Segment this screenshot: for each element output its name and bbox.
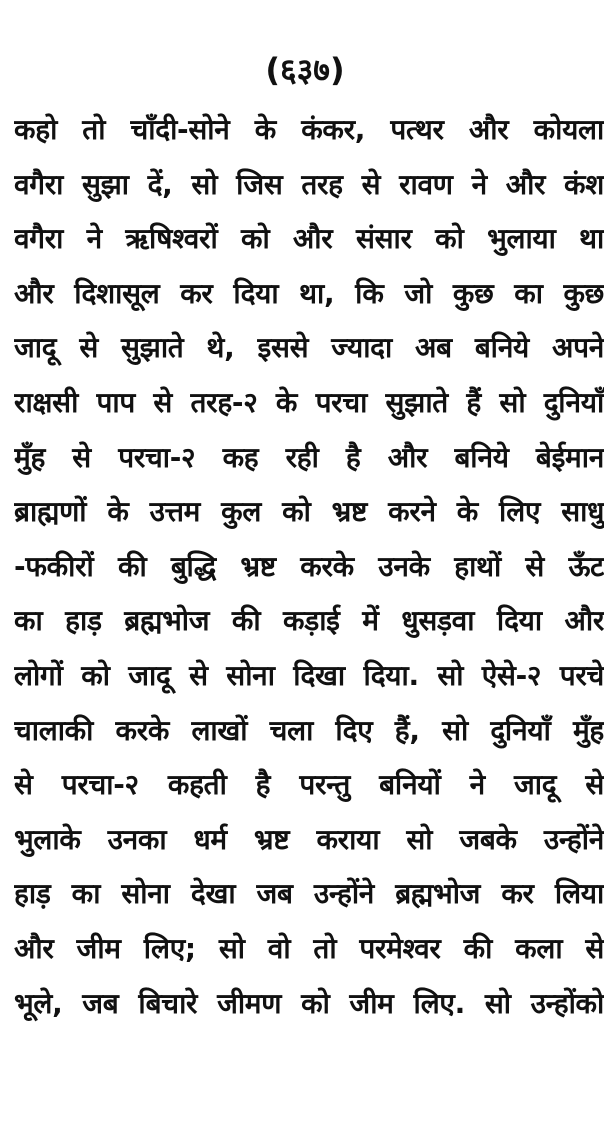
- text-line: चालाकी करके लाखों चला दिए हैं, सो दुनियाँ मुँह: [14, 713, 604, 747]
- text-line: राक्षसी पाप से तरह-२ के परचा सुझाते हैं सो दुनियाँ: [14, 385, 604, 419]
- text-line: ब्राह्मणों के उत्तम कुल को भ्रष्ट करने के लिए साधु: [14, 495, 604, 529]
- text-line: कहो तो चाँदी-सोने के कंकर, पत्थर और कोयला: [14, 113, 604, 146]
- text-line: लोगों को जादू से सोना दिखा दिया. सो ऐसे-२ परचे: [14, 658, 604, 692]
- page-number: (६३७): [265, 51, 345, 89]
- body-text: [14, 103, 604, 1031]
- text-line: भूले, जब बिचारे जीमण को जीम लिए. सो उन्होंको: [14, 986, 604, 1020]
- text-line: और जीम लिए; सो वो तो परमेश्वर की कला से: [14, 931, 604, 965]
- text-line: जादू से सुझाते थे, इससे ज्यादा अब बनिये अपने: [14, 331, 604, 365]
- text-line: वगैरा ने ऋषिश्वरों को और संसार को भुलाया था: [14, 222, 604, 256]
- text-line: से परचा-२ कहती है परन्तु बनियों ने जादू से: [14, 768, 604, 802]
- text-line: और दिशासूल कर दिया था, कि जो कुछ का कुछ: [14, 276, 604, 310]
- text-line: वगैरा सुझा दें, सो जिस तरह से रावण ने और कंश: [14, 167, 604, 201]
- text-line: मुँह से परचा-२ कह रही है और बनिये बेईमान: [14, 440, 604, 474]
- text-line: -फकीरों की बुद्धि भ्रष्ट करके उनके हाथों से ऊँट: [14, 549, 604, 583]
- text-line: भुलाके उनका धर्म भ्रष्ट कराया सो जबके उन्होंने: [14, 822, 604, 856]
- text-line: का हाड़ ब्रह्मभोज की कड़ाई में धुसड़वा दिया और: [14, 604, 604, 638]
- text-line: हाड़ का सोना देखा जब उन्होंने ब्रह्मभोज कर लिया: [14, 877, 604, 911]
